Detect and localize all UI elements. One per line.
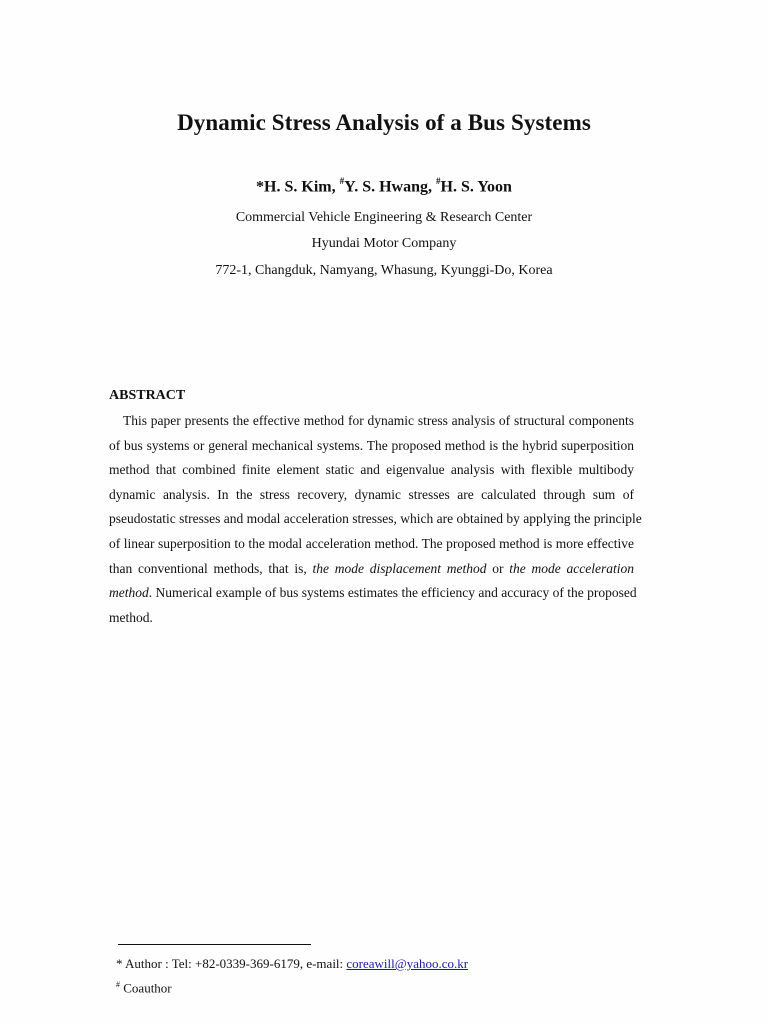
author-email-link[interactable]: coreawill@yahoo.co.kr bbox=[346, 956, 469, 971]
author-mark-1: * bbox=[256, 178, 265, 196]
abstract-emphasis: method bbox=[109, 585, 149, 601]
footnote-divider bbox=[118, 944, 311, 945]
abstract-text: or bbox=[486, 560, 510, 576]
abstract-line: of bus systems or general mechanical systems. The proposed method is the hybrid superposition bbox=[109, 437, 634, 453]
paper-title: Dynamic Stress Analysis of a Bus Systems bbox=[177, 110, 591, 135]
author-mark-2: # bbox=[339, 176, 345, 186]
abstract-text: than conventional methods, that is, bbox=[109, 560, 313, 576]
abstract-line: method that combined finite element static and eigenvalue analysis with flexible multibody bbox=[109, 462, 634, 478]
abstract-body bbox=[109, 409, 642, 630]
footnote-coauthor-text: Coauthor bbox=[120, 980, 172, 996]
abstract-line bbox=[109, 557, 634, 582]
author-mark-3: # bbox=[436, 176, 441, 186]
abstract-emphasis: the mode acceleration bbox=[509, 560, 634, 576]
author-1: H. S. Kim, bbox=[264, 178, 340, 196]
abstract-line: method. bbox=[109, 609, 153, 625]
author-2: Y. S. Hwang, bbox=[344, 178, 436, 196]
author-line bbox=[0, 177, 768, 196]
affiliation-center: Commercial Vehicle Engineering & Research Center bbox=[235, 210, 533, 225]
affiliation-address: 772-1, Changduk, Namyang, Whasung, Kyunggi-Do, Korea bbox=[215, 263, 553, 278]
footnote-author bbox=[116, 956, 468, 972]
abstract-line: dynamic analysis. In the stress recovery, dynamic stresses are calculated through sum of bbox=[109, 486, 634, 502]
footnote-author-text: Author : Tel: +82-0339-369-6179, e-mail: bbox=[122, 956, 347, 971]
abstract-line: of linear superposition to the modal acceleration method. The proposed method is more effective bbox=[109, 535, 634, 551]
abstract-heading: ABSTRACT bbox=[109, 388, 186, 403]
abstract-line bbox=[109, 581, 637, 606]
abstract-emphasis: the mode displacement method bbox=[312, 560, 487, 576]
footnote-coauthor-mark: # bbox=[116, 980, 120, 989]
abstract-line: pseudostatic stresses and modal acceleration stresses, which are obtained by applying the principle bbox=[109, 511, 642, 527]
author-3: H. S. Yoon bbox=[440, 178, 512, 196]
abstract-line: This paper presents the effective method for dynamic stress analysis of structural components bbox=[123, 413, 634, 428]
affiliation-company: Hyundai Motor Company bbox=[311, 236, 457, 251]
footnote-coauthor bbox=[116, 980, 172, 996]
abstract-text: . Numerical example of bus systems estimates the efficiency and accuracy of the proposed bbox=[148, 585, 637, 601]
footnote-author-mark: * bbox=[116, 956, 123, 971]
